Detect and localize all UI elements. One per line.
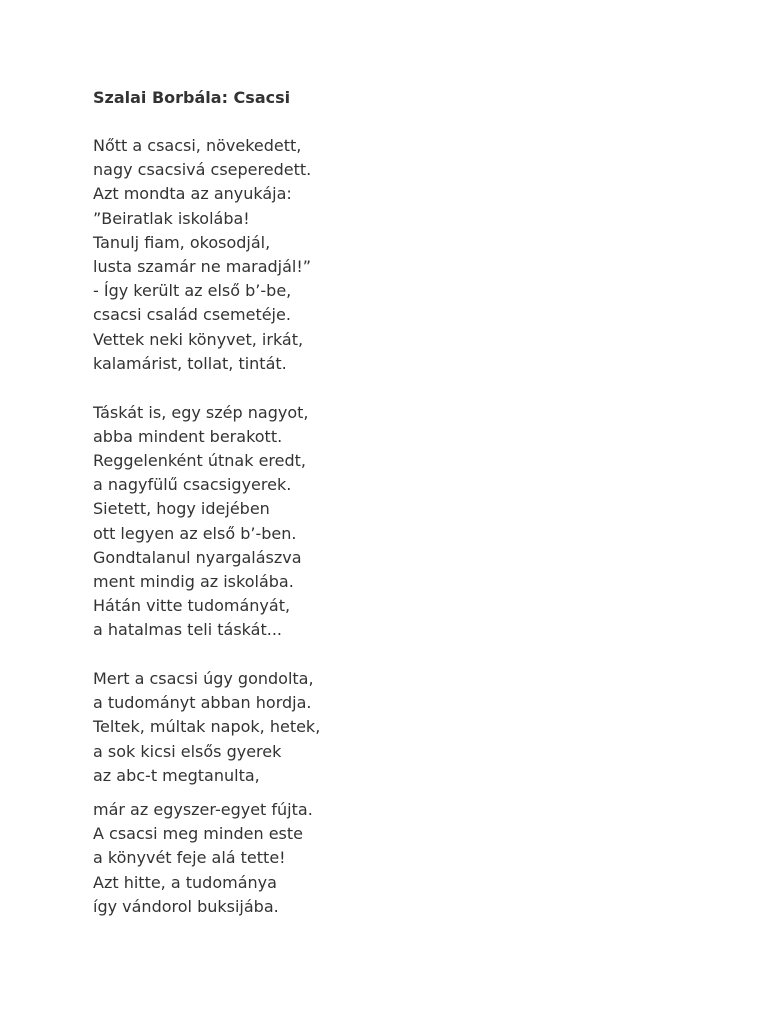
poem-line: így vándorol buksijába. xyxy=(93,896,279,916)
stanza-3 xyxy=(93,667,693,788)
poem-line: a nagyfülű csacsigyerek. xyxy=(93,475,292,495)
poem-line: a tudományt abban hordja. xyxy=(93,693,312,713)
poem-line: abba mindent berakott. xyxy=(93,426,283,446)
poem-line: Vettek neki könyvet, irkát, xyxy=(93,329,304,349)
poem-line: kalamárist, tollat, tintát. xyxy=(93,353,287,373)
poem-line: a könyvét feje alá tette! xyxy=(93,848,286,868)
poem-line: a sok kicsi elsős gyerek xyxy=(93,741,282,761)
poem-line: a hatalmas teli táskát... xyxy=(93,620,282,640)
poem-line: ott legyen az első b’-ben. xyxy=(93,523,297,543)
poem-line: ment mindig az iskolába. xyxy=(93,571,294,591)
poem-line: Sietett, hogy idejében xyxy=(93,499,270,519)
poem-line: az abc-t megtanulta, xyxy=(93,765,260,785)
poem-line: Azt mondta az anyukája: xyxy=(93,184,292,204)
poem-line: csacsi család csemetéje. xyxy=(93,305,291,325)
poem-line: Táskát is, egy szép nagyot, xyxy=(93,402,309,422)
poem-line: Tanulj fiam, okosodjál, xyxy=(93,232,271,252)
poem-line: Hátán vitte tudományát, xyxy=(93,596,291,616)
poem-line: Gondtalanul nyargalászva xyxy=(93,547,302,567)
poem-title: Szalai Borbála: Csacsi xyxy=(93,88,291,107)
poem-line: A csacsi meg minden este xyxy=(93,824,303,844)
poem-line: Nőtt a csacsi, növekedett, xyxy=(93,136,302,155)
poem-line: már az egyszer-egyet fújta. xyxy=(93,800,313,820)
poem-line: ”Beiratlak iskolába! xyxy=(93,208,250,228)
poem-line: Teltek, múltak napok, hetek, xyxy=(93,717,321,737)
poem-line: lusta szamár ne maradjál!” xyxy=(93,257,312,277)
stanza-4 xyxy=(93,798,693,919)
poem-line: Azt hitte, a tudománya xyxy=(93,872,277,892)
poem-line: - Így került az első b’-be, xyxy=(93,281,292,301)
poem-line: nagy csacsivá cseperedett. xyxy=(93,160,312,180)
poem xyxy=(93,86,693,919)
stanza-1 xyxy=(93,134,693,376)
poem-line: Mert a csacsi úgy gondolta, xyxy=(93,669,314,689)
stanza-2 xyxy=(93,401,693,643)
poem-line: Reggelenként útnak eredt, xyxy=(93,450,307,470)
